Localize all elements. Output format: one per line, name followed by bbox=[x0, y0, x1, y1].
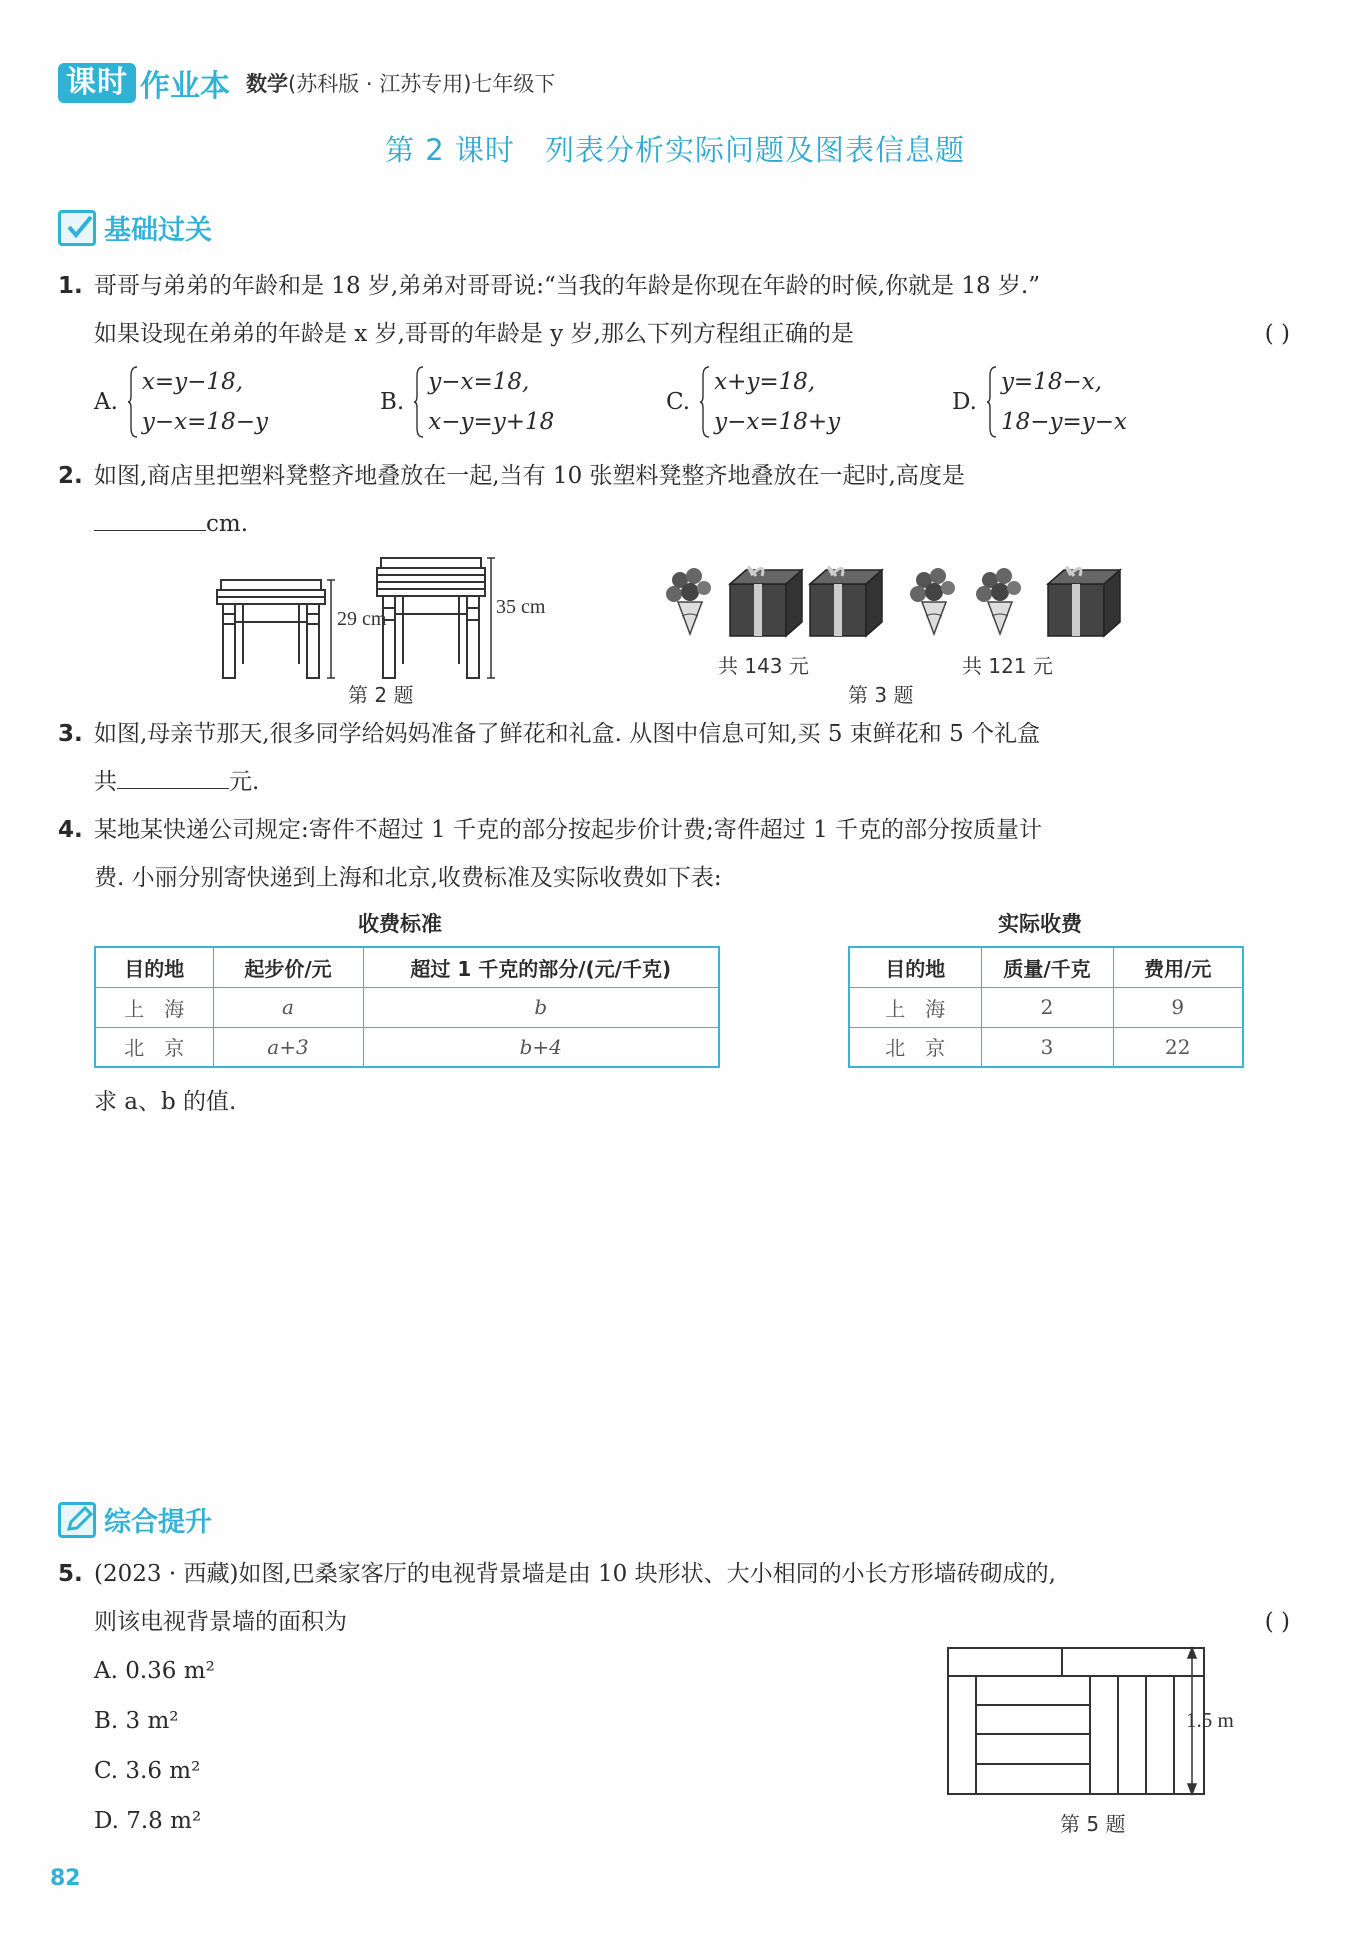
table-header-row bbox=[849, 947, 1243, 987]
fee-standard-table bbox=[94, 946, 720, 1068]
option-label: C. bbox=[666, 389, 691, 415]
dimension-label: 1.5 m bbox=[1186, 1708, 1234, 1732]
edition-text: (苏科版 · 江苏专用)七年级下 bbox=[288, 72, 556, 96]
section-advanced bbox=[58, 1500, 212, 1539]
option-c[interactable]: C. 3.6 m² bbox=[94, 1758, 201, 1784]
question-1 bbox=[58, 262, 1290, 358]
brace-icon bbox=[128, 366, 138, 438]
question-text: 则该电视背景墙的面积为 bbox=[94, 1609, 347, 1635]
equation: y−x=18, bbox=[428, 369, 530, 395]
question-text: 某地某快递公司规定:寄件不超过 1 千克的部分按起步价计费;寄件超过 1 千克的部分按质量计 bbox=[94, 817, 1043, 843]
tv-wall-figure bbox=[944, 1644, 1214, 1804]
book-info bbox=[246, 68, 555, 98]
option-b[interactable]: B. 3 m² bbox=[94, 1708, 179, 1734]
table-row bbox=[95, 1027, 719, 1067]
question-2 bbox=[58, 452, 1290, 548]
brace-icon bbox=[987, 366, 997, 438]
column-header: 目的地 bbox=[849, 947, 981, 987]
table-cell: 北 京 bbox=[849, 1027, 981, 1067]
table-cell: a+3 bbox=[213, 1027, 363, 1067]
table-row bbox=[95, 987, 719, 1027]
page-number: 82 bbox=[50, 1866, 81, 1891]
option-d bbox=[952, 360, 1127, 444]
option-c bbox=[666, 360, 840, 444]
table-row bbox=[849, 987, 1243, 1027]
actual-fee-table bbox=[848, 946, 1244, 1068]
option-a[interactable]: A. 0.36 m² bbox=[94, 1658, 215, 1684]
subject-name: 数学 bbox=[246, 72, 288, 96]
question-3 bbox=[58, 710, 1290, 806]
question-text: 共 bbox=[94, 769, 117, 795]
question-text: cm. bbox=[206, 511, 249, 537]
question-text: 如果设现在弟弟的年龄是 x 岁,哥哥的年龄是 y 岁,那么下列方程组正确的是 bbox=[94, 321, 854, 347]
answer-blank[interactable] bbox=[117, 765, 229, 789]
option-b bbox=[380, 360, 554, 444]
height-label-2: 35 cm bbox=[496, 596, 546, 618]
option-label: D. bbox=[952, 389, 977, 415]
lesson-number: 第 2 课时 bbox=[385, 133, 515, 167]
table-cell: 2 bbox=[981, 987, 1113, 1027]
equation: y−x=18−y bbox=[141, 409, 268, 435]
question-text: 费. 小丽分别寄快递到上海和北京,收费标准及实际收费如下表: bbox=[94, 865, 722, 891]
table-cell: b bbox=[363, 987, 719, 1027]
question-number: 2. bbox=[58, 463, 83, 489]
question-text: 求 a、b 的值. bbox=[94, 1089, 237, 1115]
lesson-title bbox=[0, 128, 1350, 169]
price-label-2: 共 121 元 bbox=[962, 654, 1053, 678]
answer-paren: ( ) bbox=[1264, 1609, 1290, 1635]
table-cell: 22 bbox=[1113, 1027, 1243, 1067]
table-cell: 9 bbox=[1113, 987, 1243, 1027]
section-basic bbox=[58, 208, 212, 247]
question-5 bbox=[58, 1550, 1290, 1646]
answer-blank[interactable] bbox=[94, 507, 206, 531]
table-caption: 实际收费 bbox=[998, 912, 1082, 936]
height-label-1: 29 cm bbox=[337, 608, 387, 630]
question-text: 元. bbox=[229, 769, 260, 795]
pencil-icon bbox=[58, 1502, 96, 1538]
figure-caption: 第 3 题 bbox=[848, 683, 914, 707]
brace-icon bbox=[414, 366, 424, 438]
equation: x=y−18, bbox=[141, 369, 244, 395]
question-number: 4. bbox=[58, 817, 83, 843]
price-label-1: 共 143 元 bbox=[718, 654, 809, 678]
table-cell: 3 bbox=[981, 1027, 1113, 1067]
equation: x−y=y+18 bbox=[428, 409, 555, 435]
question-number: 5. bbox=[58, 1561, 83, 1587]
table-cell: 北 京 bbox=[95, 1027, 213, 1067]
table-cell: 上 海 bbox=[95, 987, 213, 1027]
answer-space[interactable] bbox=[94, 1140, 1244, 1480]
question-number: 3. bbox=[58, 721, 83, 747]
table-cell: 上 海 bbox=[849, 987, 981, 1027]
section-label: 综合提升 bbox=[104, 1507, 212, 1538]
table-row bbox=[849, 1027, 1243, 1067]
q1-options bbox=[94, 360, 1254, 444]
option-d[interactable]: D. 7.8 m² bbox=[94, 1808, 202, 1834]
question-number: 1. bbox=[58, 273, 83, 299]
answer-paren: ( ) bbox=[1264, 321, 1290, 347]
question-text: 如图,母亲节那天,很多同学给妈妈准备了鲜花和礼盒. 从图中信息可知,买 5 束鲜花和 5 个礼盒 bbox=[94, 721, 1041, 747]
logo-mark: 课时 bbox=[58, 63, 136, 103]
figure-caption: 第 2 题 bbox=[348, 683, 414, 707]
option-label: B. bbox=[380, 389, 405, 415]
figure-caption: 第 5 题 bbox=[1060, 1812, 1126, 1836]
question-text: 如图,商店里把塑料凳整齐地叠放在一起,当有 10 张塑料凳整齐地叠放在一起时,高度是 bbox=[94, 463, 965, 489]
option-label: A. bbox=[94, 389, 118, 415]
table-cell: a bbox=[213, 987, 363, 1027]
table-caption: 收费标准 bbox=[358, 912, 442, 936]
table-header-row bbox=[95, 947, 719, 987]
column-header: 起步价/元 bbox=[213, 947, 363, 987]
checkbox-icon bbox=[58, 210, 96, 246]
equation: y−x=18+y bbox=[714, 409, 841, 435]
table-cell: b+4 bbox=[363, 1027, 719, 1067]
question-text: 哥哥与弟弟的年龄和是 18 岁,弟弟对哥哥说:“当我的年龄是你现在年龄的时候,你就是 18 岁.” bbox=[94, 273, 1040, 299]
equation: y=18−x, bbox=[1000, 369, 1103, 395]
question-4 bbox=[58, 806, 1290, 902]
section-label: 基础过关 bbox=[104, 215, 212, 246]
q4-ask bbox=[94, 1078, 1290, 1126]
column-header: 质量/千克 bbox=[981, 947, 1113, 987]
logo-text: 作业本 bbox=[140, 69, 230, 104]
equation: 18−y=y−x bbox=[1000, 409, 1127, 435]
column-header: 目的地 bbox=[95, 947, 213, 987]
page-header bbox=[58, 60, 555, 106]
column-header: 费用/元 bbox=[1113, 947, 1243, 987]
question-text: (2023 · 西藏)如图,巴桑家客厅的电视背景墙是由 10 块形状、大小相同的小长方形墙砖砌成的, bbox=[94, 1561, 1056, 1587]
flowers-gifts-figure bbox=[652, 556, 1128, 642]
brace-icon bbox=[700, 366, 710, 438]
equation: x+y=18, bbox=[714, 369, 816, 395]
option-a bbox=[94, 360, 268, 444]
lesson-name: 列表分析实际问题及图表信息题 bbox=[544, 133, 965, 167]
column-header: 超过 1 千克的部分/(元/千克) bbox=[363, 947, 719, 987]
